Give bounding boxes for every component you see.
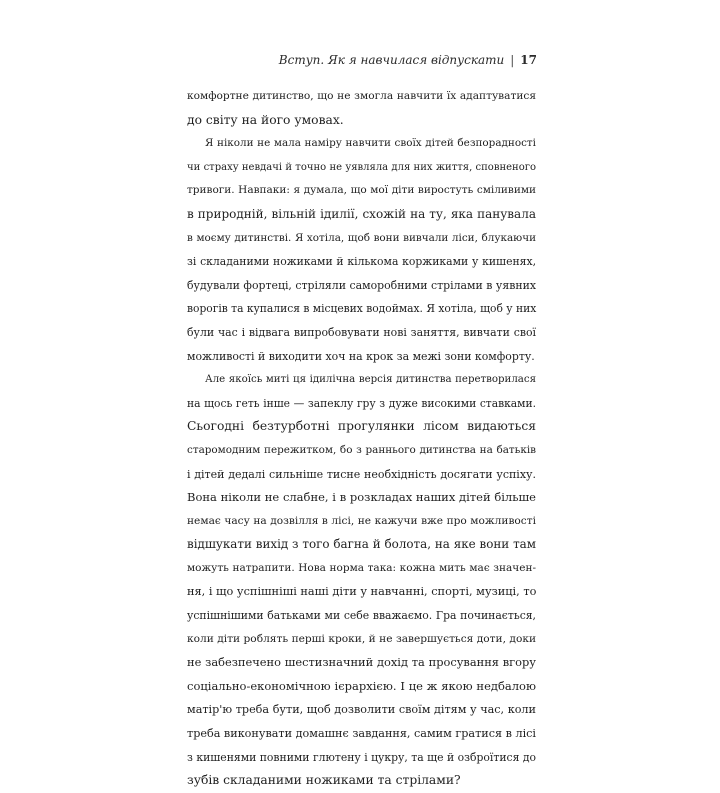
text-line: коли діти роблять перші кроки, й не завершується доти, доки <box>187 632 536 645</box>
text-line: матір'ю треба бути, щоб дозволити своїм дітям у час, коли <box>187 703 536 717</box>
text-line: успішнішими батьками ми себе вважаємо. Гра починається, <box>187 609 536 623</box>
text-line: тривоги. Навпаки: я думала, що мої діти виростуть сміливими <box>187 184 536 197</box>
text-line: можливості й виходити хоч на крок за межі зони комфорту. <box>187 349 535 363</box>
text-line: ворогів та купалися в місцевих водоймах. Я хотіла, щоб у них <box>187 302 537 316</box>
body-text <box>187 85 536 793</box>
text-line: відшукати вихід з того багна й болота, на яке вони там <box>187 537 536 552</box>
text-line: Сьогодні безтурботні прогулянки лісом видаються <box>187 419 536 434</box>
text-line: не забезпечено шестизначний дохід та просування вгору <box>187 655 536 670</box>
text-line: зі складаними ножиками й кількома коржиками у кишенях, <box>187 255 536 269</box>
text-line: Вона ніколи не слабне, і в розкладах наших дітей більше <box>187 490 536 505</box>
text-line: треба виконувати домашнє завдання, самим гратися в лісі <box>187 727 536 741</box>
text-line: з кишенями повними глютену і цукру, та ще й озброїтися до <box>187 750 536 764</box>
text-line: в моєму дитинстві. Я хотіла, щоб вони вивчали ліси, блукаючи <box>187 231 536 244</box>
text-line: Я ніколи не мала наміру навчити своїх дітей безпорадності <box>205 137 536 150</box>
page-number: 17 <box>520 53 537 67</box>
text-line: і дітей дедалі сильніше тисне необхідність досягати успіху. <box>187 467 536 481</box>
text-line: чи страху невдачі й точно не уявляла для них життя, сповненого <box>187 161 536 173</box>
text-line: комфортне дитинство, що не змогла навчити їх адаптуватися <box>187 90 536 102</box>
text-line: на щось геть інше — запеклу гру з дуже високими ставками. <box>187 396 536 410</box>
text-line: ня, і що успішніші наші діти у навчанні, спорті, музиці, то <box>187 585 537 599</box>
text-line: в природній, вільній ідилії, схожій на ту, яка панувала <box>187 206 536 221</box>
text-line: немає часу на дозвілля в лісі, не кажучи вже про можливості <box>187 514 536 527</box>
text-line: були час і відвага випробовувати нові заняття, вивчати свої <box>187 325 536 339</box>
header-separator: | <box>510 53 515 67</box>
text-line: будували фортеці, стріляли саморобними стрілами в уявних <box>187 278 536 292</box>
text-line: можуть натрапити. Нова норма така: кожна мить має значен- <box>187 561 536 574</box>
text-line: Але якоїсь миті ця ідилічна версія дитинства перетворилася <box>205 374 536 386</box>
chapter-title: Вступ. Як я навчилася відпускати <box>278 53 505 67</box>
text-line: старомодним пережитком, бо з раннього дитинства на батьків <box>187 443 536 456</box>
text-line: до світу на його умовах. <box>187 112 344 127</box>
text-line: зубів складаними ножиками та стрілами? <box>187 773 461 788</box>
text-line: соціально-економічною ієрархією. І це ж якою недбалою <box>187 678 536 693</box>
running-header <box>279 52 537 68</box>
